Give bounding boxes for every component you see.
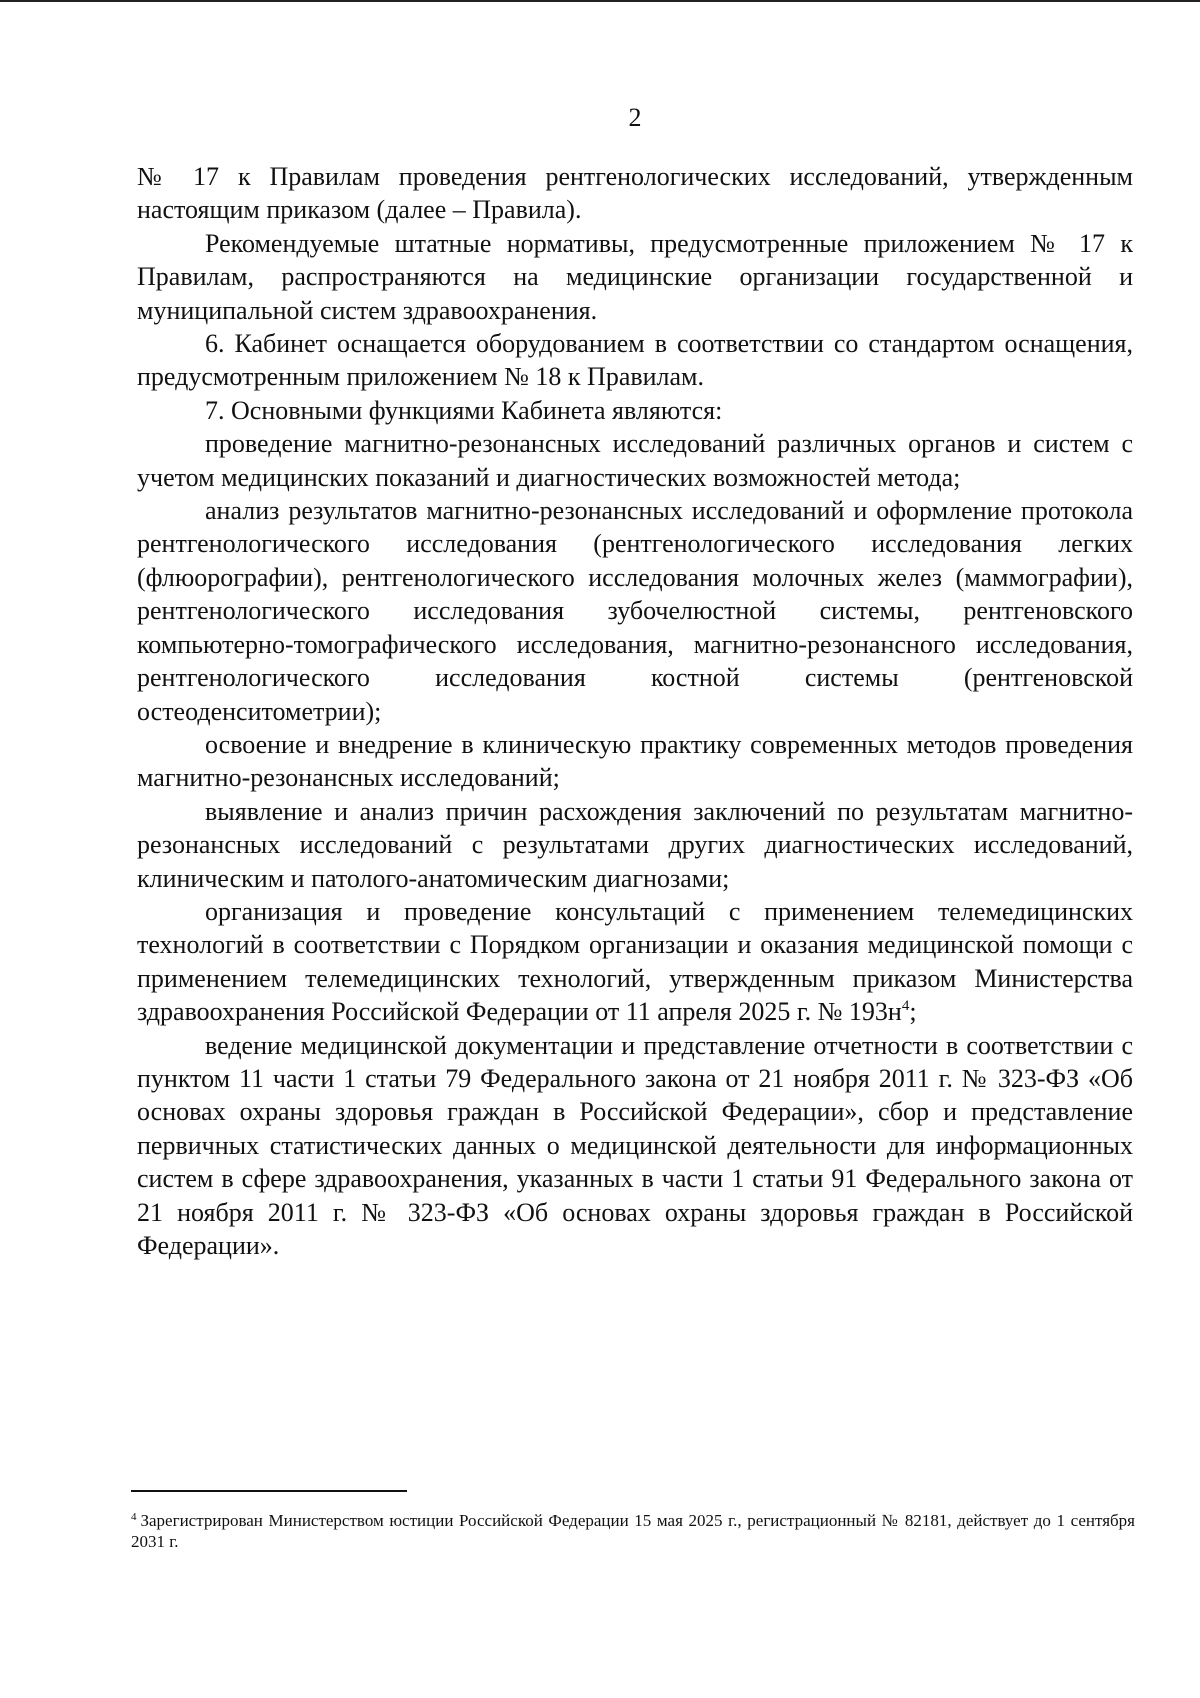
paragraph-9-tail: ; [909,997,917,1027]
footnote-text: Зарегистрирован Министерством юстиции Российской Федерации 15 мая 2025 г., регистрационный № 82181, действует до 1 сентября 2031 г. [131,1511,1135,1551]
footnote-reference[interactable]: 4 [901,998,910,1015]
paragraph-5: проведение магнитно-резонансных исследований различных органов и систем с учетом медицинских показаний и диагностических возможностей метода; [137,429,1133,492]
paragraph-9-text: организация и проведение консультаций с применением телемедицинских технологий в соответствии с Порядком организации и оказания медицинской помощи с применением телемедицинских технологий, утвержденным приказом Министерства здравоохранения Российской Федерации от 11 апреля 2025 г. № 193н [137,896,1133,1027]
paragraph-8: выявление и анализ причин расхождения заключений по результатам магнитно-резонансных исследований с результатами других диагностических исследований, клиническим и патолого-анатомическим диагнозами; [137,796,1133,893]
document-body [137,160,1133,1262]
paragraph-10: ведение медицинской документации и представление отчетности в соответствии с пунктом 11 части 1 статьи 79 Федерального закона от 21 ноября 2011 г. № 323-ФЗ «Об основах охраны здоровья граждан в Российской Федерации», сбор и представление первичных статистических данных о медицинской деятельности для информационных систем в сфере здравоохранения, указанных в части 1 статьи 91 Федерального закона от 21 ноября 2011 г. № 323-ФЗ «Об основах охраны здоровья граждан в Российской Федерации». [137,1030,1133,1260]
page-number: 2 [628,103,642,132]
footnote-separator [131,1490,407,1492]
footnote [131,1510,1135,1552]
paragraph-4: 7. Основными функциями Кабинета являются: [205,395,723,425]
paragraph-9 [137,895,1133,1029]
paragraph-6: анализ результатов магнитно-резонансных исследований и оформление протокола рентгенологического исследования (рентгенологического исследования легких (флюорографии), рентгенологического исследования молочных желез (маммографии), рентгенологического исследования зубочелюстной системы, рентгеновского компьютерно-томографического исследования, магнитно-резонансного исследования, рентгенологического исследования костной системы (рентгеновской остеоденситометрии); [137,496,1133,726]
footnote-marker: 4 [131,1511,137,1523]
paragraph-1: № 17 к Правилам проведения рентгенологических исследований, утвержденным настоящим приказом (далее – Правила). [137,162,1133,225]
paragraph-7: освоение и внедрение в клиническую практику современных методов проведения магнитно-резонансных исследований; [137,729,1133,793]
paragraph-3: 6. Кабинет оснащается оборудованием в соответствии со стандартом оснащения, предусмотренным приложением № 18 к Правилам. [137,329,1133,392]
scan-top-edge [0,0,1200,2]
paragraph-2: Рекомендуемые штатные нормативы, предусмотренные приложением № 17 к Правилам, распространяются на медицинские организации государственной и муниципальной систем здравоохранения. [137,228,1133,325]
